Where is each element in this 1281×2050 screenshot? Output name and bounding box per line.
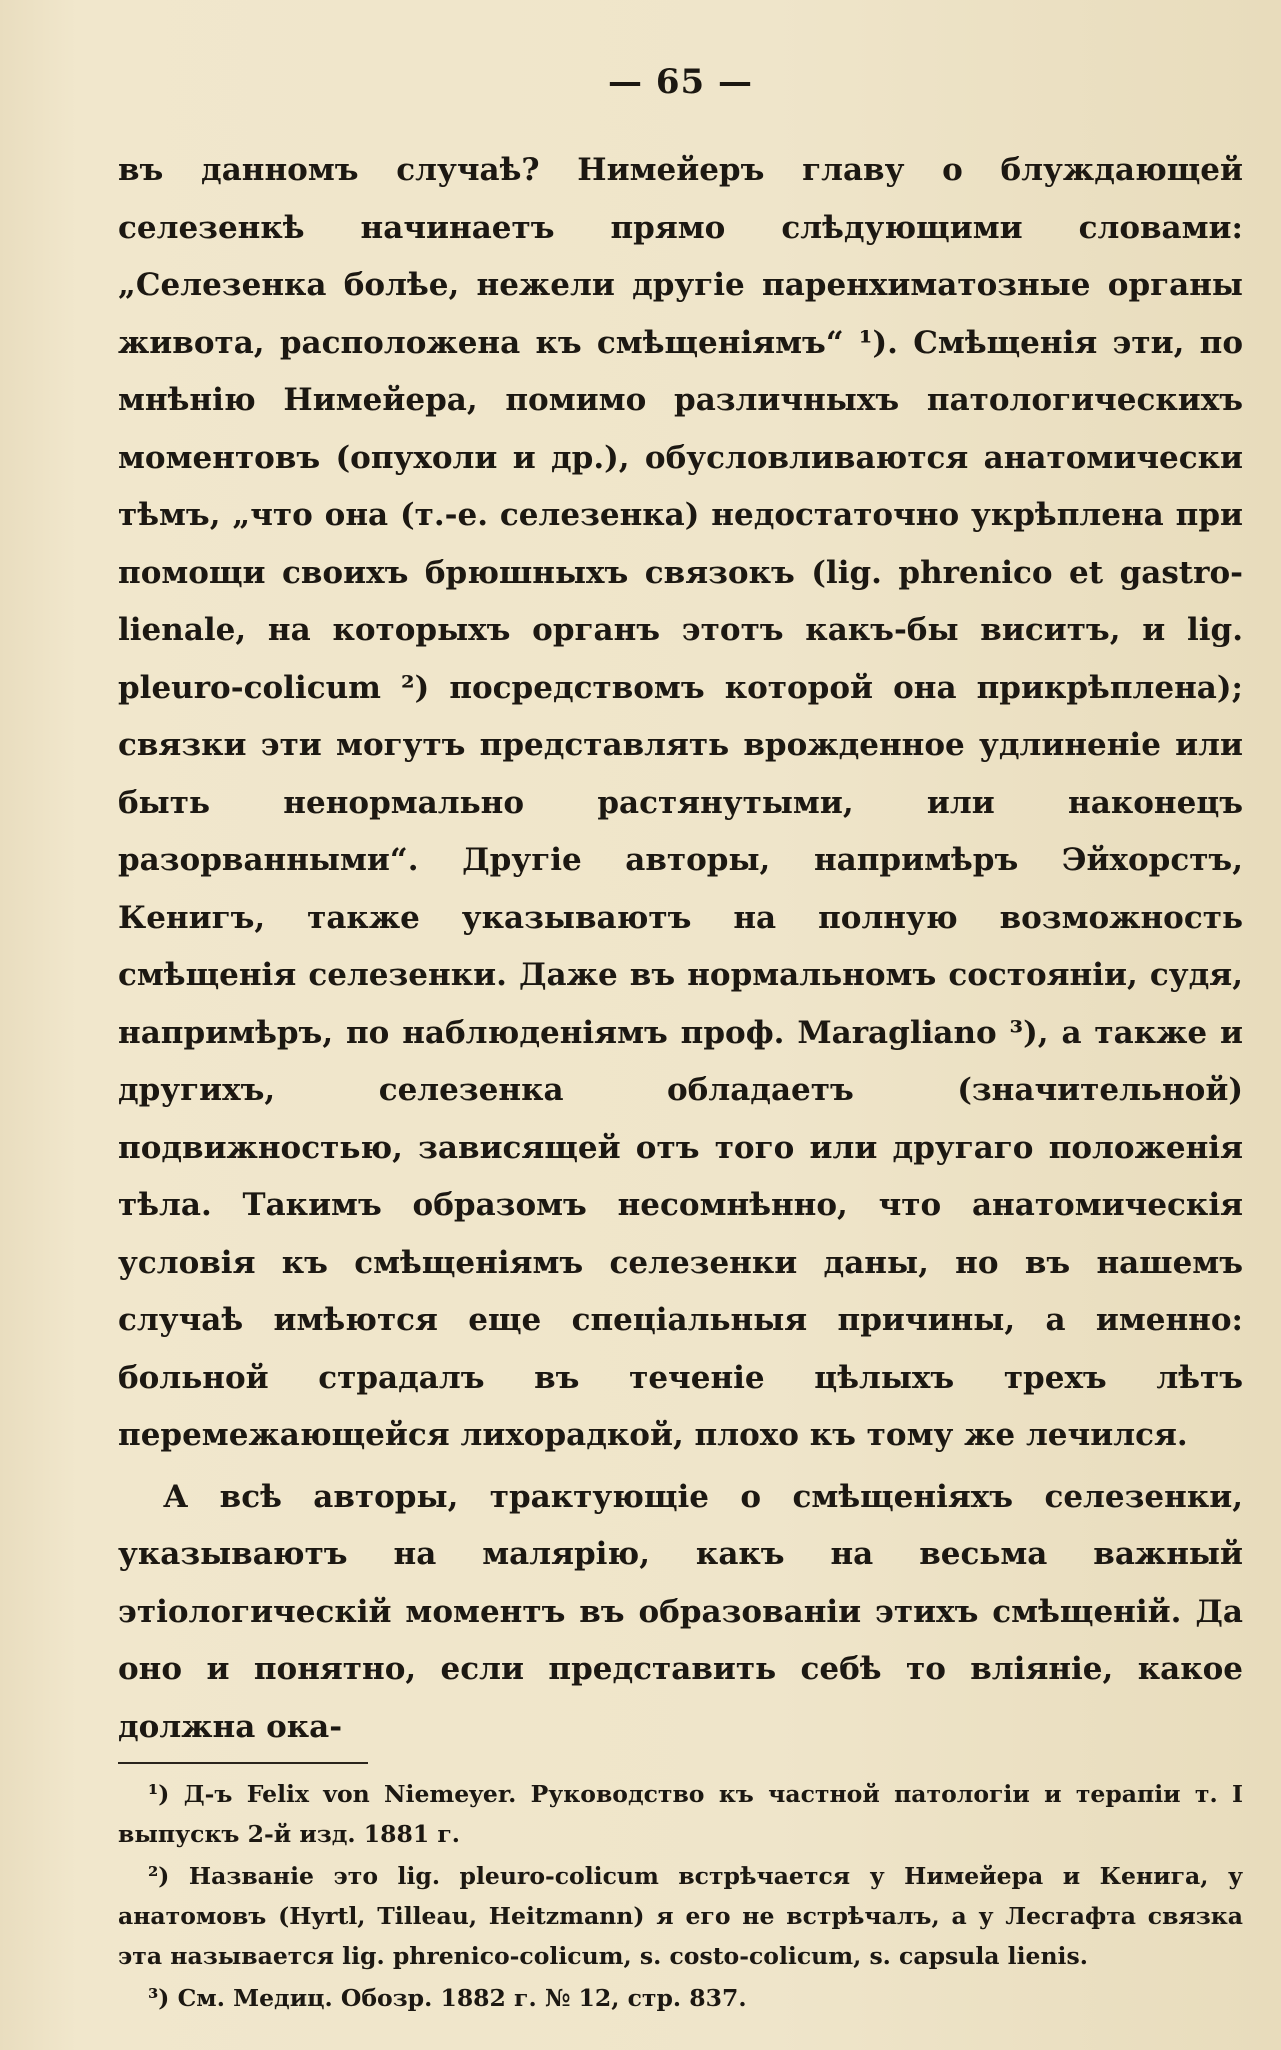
footnote-divider: [118, 1762, 368, 1764]
footnote-3: ³) См. Медиц. Обозр. 1882 г. № 12, стр. 837.: [148, 1984, 747, 2012]
paragraph-2: А всѣ авторы, трактующіе о смѣщеніяхъ селезенки, указываютъ на малярію, какъ на весьма важный этіологическій моментъ въ образованіи этихъ смѣщеній. Да оно и понятно, если представить себѣ то вліяніе, какое должна ока-: [118, 1478, 1243, 1745]
page-number: — 65 —: [608, 62, 753, 102]
footnote-2: ²) Названіе это lig. pleuro-colicum встрѣчается у Нимейера и Кенига, у анатомовъ (Hyrtl, Tilleau, Heitzmann) я его не встрѣчалъ, а у Лесгафта связка эта называется lig. phrenico-colicum, s. costo-colicum, s. capsula lienis.: [118, 1862, 1243, 1970]
footnote-1: ¹) Д-ъ Felix von Niemeyer. Руководство къ частной патологіи и терапіи т. I выпускъ 2-й изд. 1881 г.: [118, 1780, 1243, 1848]
footnotes: [118, 1774, 1243, 2018]
paragraph-1: въ данномъ случаѣ? Нимейеръ главу о блуждающей селезенкѣ начинаетъ прямо слѣдующими словами: „Селезенка болѣе, нежели другіе паренхиматозные органы живота, расположена къ смѣщеніямъ“ ¹). Смѣщенія эти, по мнѣнію Нимейера, помимо различныхъ патологическихъ моментовъ (опухоли и др.), обусловливаются анатомически тѣмъ, „что она (т.-е. селезенка) недостаточно укрѣплена при помощи своихъ брюшныхъ связокъ (lig. phrenico et gastro-lienale, на которыхъ органъ этотъ какъ-бы виситъ, и lig. pleuro-colicum ²) посредствомъ которой она прикрѣплена); связки эти могутъ представлять врожденное удлиненіе или быть ненормально растянутыми, или наконецъ разорванными“. Другіе авторы, напримѣръ Эйхорстъ, Кенигъ, также указываютъ на полную возможность смѣщенія селезенки. Даже въ нормальномъ состояніи, судя, напримѣръ, по наблюденіямъ проф. Maragliano ³), а также и другихъ, селезенка обладаетъ (значительной) подвижностью, зависящей отъ того или другаго положенія тѣла. Такимъ образомъ несомнѣнно, что анатомическія условія къ смѣщеніямъ селезенки даны, но въ нашемъ случаѣ имѣются еще спеціальныя причины, а именно: больной страдалъ въ теченіе цѣлыхъ трехъ лѣтъ перемежающейся лихорадкой, плохо къ тому же лечился.: [118, 152, 1243, 1453]
